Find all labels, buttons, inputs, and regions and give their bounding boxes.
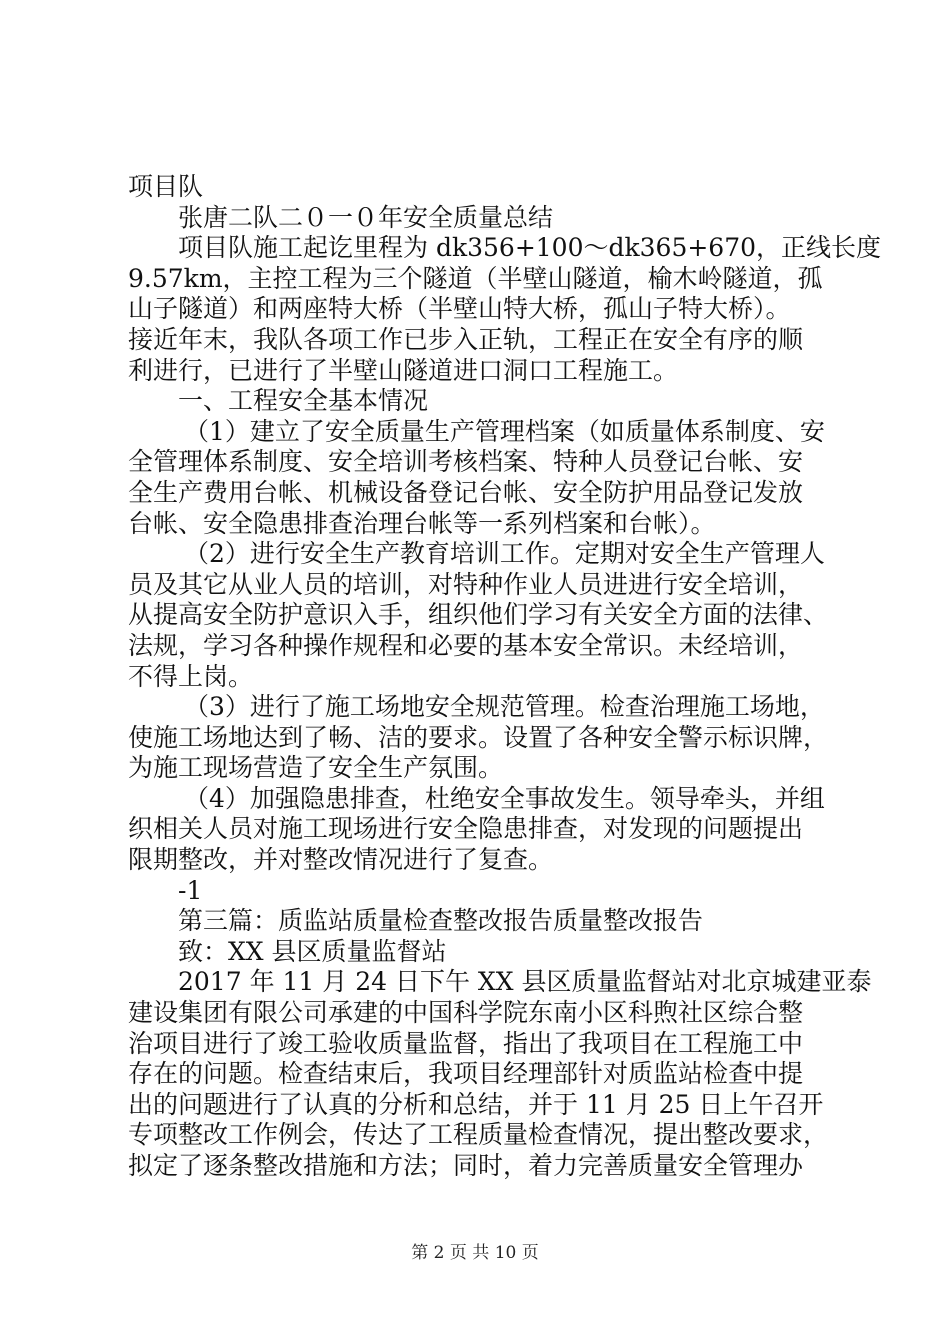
text-line: 一、工程安全基本情况 [178, 386, 429, 416]
text-line: 致：XX 县区质量监督站 [178, 936, 447, 966]
text-line: 存在的问题。检查结束后，我项目经理部针对质监站检查中提 [128, 1059, 804, 1089]
text-line: （2）进行安全生产教育培训工作。定期对安全生产管理人 [184, 539, 825, 569]
text-line: 台帐、安全隐患排查治理台帐等一系列档案和台帐）。 [128, 508, 716, 538]
text-line: 为施工现场营造了安全生产氛围。 [128, 753, 504, 783]
text-line: （1）建立了安全质量生产管理档案（如质量体系制度、安 [184, 416, 825, 446]
text-line: 项目队 [128, 172, 204, 201]
text-line: 9.57km，主控工程为三个隧道（半壁山隧道，榆木岭隧道，孤 [128, 263, 823, 293]
text-line: 拟定了逐条整改措施和方法；同时，着力完善质量安全管理办 [128, 1151, 804, 1180]
page-footer: 第 2 页 共 10 页 [411, 1243, 539, 1263]
text-line: 建设集团有限公司承建的中国科学院东南小区科煦社区综合整 [128, 998, 804, 1028]
text-line: 项目队施工起讫里程为 dk356+100～dk365+670，正线长度 [178, 233, 882, 263]
text-line: 全生产费用台帐、机械设备登记台帐、安全防护用品登记发放 [128, 477, 804, 507]
text-line: 不得上岗。 [128, 661, 254, 691]
text-line: 出的问题进行了认真的分析和总结，并于 11 月 25 日上午召开 [128, 1089, 824, 1119]
text-line: 限期整改，并对整改情况进行了复查。 [128, 845, 554, 875]
text-line: 法规，学习各种操作规程和必要的基本安全常识。未经培训， [128, 630, 804, 660]
text-line: 第三篇：质监站质量检查整改报告质量整改报告 [178, 906, 704, 936]
text-line: 从提高安全防护意识入手，组织他们学习有关安全方面的法律、 [128, 600, 829, 630]
text-line: 织相关人员对施工现场进行安全隐患排查，对发现的问题提出 [128, 814, 804, 844]
text-line: 利进行，已进行了半壁山隧道进口洞口工程施工。 [128, 355, 679, 385]
text-line: 山子隧道）和两座特大桥（半壁山特大桥，孤山子特大桥）。 [128, 294, 791, 324]
text-line: 接近年末，我队各项工作已步入正轨，工程正在安全有序的顺 [128, 324, 804, 354]
document-body [128, 172, 882, 1182]
text-line: 专项整改工作例会，传达了工程质量检查情况，提出整改要求， [128, 1120, 829, 1150]
text-line: 治项目进行了竣工验收质量监督，指出了我项目在工程施工中 [128, 1028, 804, 1058]
text-line: （4）加强隐患排查，杜绝安全事故发生。领导牵头，并组 [184, 783, 825, 813]
text-line: 2017 年 11 月 24 日下午 XX 县区质量监督站对北京城建亚泰 [178, 967, 872, 997]
text-line: 全管理体系制度、安全培训考核档案、特种人员登记台帐、安 [128, 447, 804, 477]
text-line: （3）进行了施工场地安全规范管理。检查治理施工场地， [184, 692, 825, 722]
text-line: -1 [178, 875, 203, 905]
text-line: 员及其它从业人员的培训，对特种作业人员进进行安全培训， [128, 569, 804, 599]
text-line: 使施工场地达到了畅、洁的要求。设置了各种安全警示标识牌， [128, 722, 829, 752]
text-line: 张唐二队二０一０年安全质量总结 [178, 202, 554, 232]
